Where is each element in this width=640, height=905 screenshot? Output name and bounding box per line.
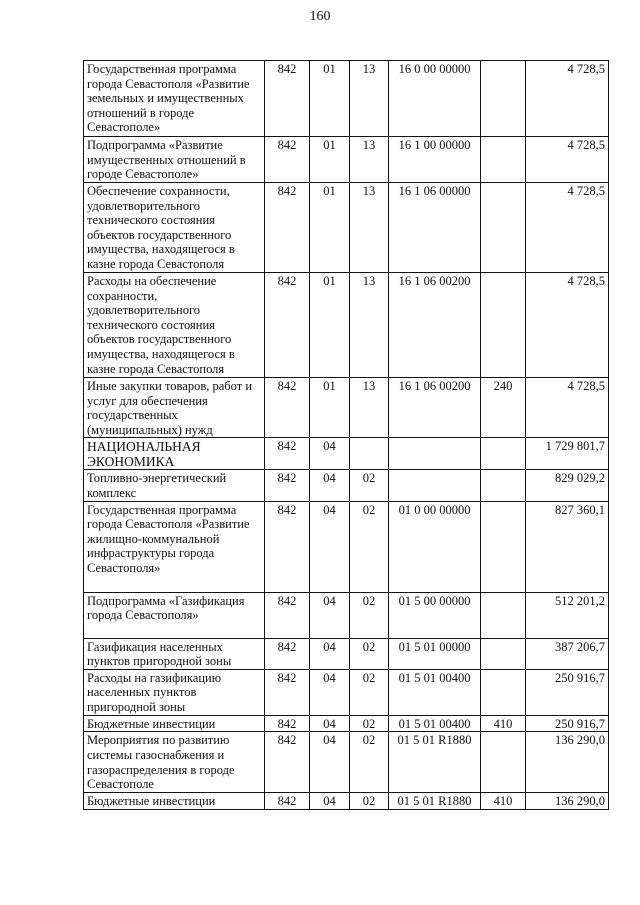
- table-row: [84, 183, 609, 273]
- target-article-cell: 16 1 00 00000: [389, 137, 481, 183]
- section-code-cell: 04: [310, 793, 350, 810]
- amount-cell: 387 206,7: [526, 638, 609, 669]
- table-row: [84, 669, 609, 715]
- subsection-code-cell: 13: [350, 378, 389, 438]
- department-code-cell: 842: [265, 592, 310, 638]
- table-row: [84, 137, 609, 183]
- expense-name-cell: НАЦИОНАЛЬНАЯ ЭКОНОМИКА: [84, 438, 265, 470]
- section-code-cell: 01: [310, 183, 350, 273]
- expense-type-cell: [481, 732, 526, 793]
- expense-type-cell: [481, 669, 526, 715]
- department-code-cell: 842: [265, 501, 310, 592]
- table-row: [84, 470, 609, 501]
- subsection-code-cell: 02: [350, 592, 389, 638]
- amount-cell: 136 290,0: [526, 793, 609, 810]
- section-code-cell: 04: [310, 732, 350, 793]
- subsection-code-cell: [350, 438, 389, 470]
- department-code-cell: 842: [265, 732, 310, 793]
- page-number: 160: [309, 9, 331, 24]
- expense-type-cell: 410: [481, 715, 526, 732]
- department-code-cell: 842: [265, 715, 310, 732]
- expense-name-cell: Бюджетные инвестиции: [84, 715, 265, 732]
- section-code-cell: 04: [310, 638, 350, 669]
- table-row: [84, 793, 609, 810]
- section-code-cell: 01: [310, 137, 350, 183]
- target-article-cell: 01 5 00 00000: [389, 592, 481, 638]
- expense-name-cell: Мероприятия по развитию системы газоснабжения и газораспределения в городе Севастополе: [84, 732, 265, 793]
- department-code-cell: 842: [265, 438, 310, 470]
- expense-name-cell: Расходы на газификацию населенных пунктов пригородной зоны: [84, 669, 265, 715]
- expense-type-cell: [481, 592, 526, 638]
- section-code-cell: 04: [310, 501, 350, 592]
- budget-table-body: [84, 61, 609, 810]
- section-code-cell: 01: [310, 378, 350, 438]
- expense-type-cell: 410: [481, 793, 526, 810]
- subsection-code-cell: 13: [350, 137, 389, 183]
- amount-cell: 250 916,7: [526, 669, 609, 715]
- target-article-cell: 01 5 01 00000: [389, 638, 481, 669]
- expense-name-cell: Газификация населенных пунктов пригородной зоны: [84, 638, 265, 669]
- amount-cell: 512 201,2: [526, 592, 609, 638]
- expense-type-cell: [481, 438, 526, 470]
- table-row: [84, 501, 609, 592]
- department-code-cell: 842: [265, 183, 310, 273]
- expense-type-cell: [481, 273, 526, 378]
- expense-name-cell: Подпрограмма «Развитие имущественных отношений в городе Севастополе»: [84, 137, 265, 183]
- expense-name-cell: Государственная программа города Севастополя «Развитие земельных и имущественных отношений в городе Севастополе»: [84, 61, 265, 137]
- target-article-cell: 01 5 01 R1880: [389, 732, 481, 793]
- expense-name-cell: Топливно-энергетический комплекс: [84, 470, 265, 501]
- amount-cell: 4 728,5: [526, 61, 609, 137]
- department-code-cell: 842: [265, 61, 310, 137]
- amount-cell: 4 728,5: [526, 378, 609, 438]
- department-code-cell: 842: [265, 793, 310, 810]
- section-code-cell: 04: [310, 438, 350, 470]
- table-row: [84, 438, 609, 470]
- table-row: [84, 638, 609, 669]
- amount-cell: 829 029,2: [526, 470, 609, 501]
- table-row: [84, 378, 609, 438]
- expense-type-cell: [481, 470, 526, 501]
- section-code-cell: 04: [310, 715, 350, 732]
- subsection-code-cell: 02: [350, 715, 389, 732]
- target-article-cell: 01 5 01 00400: [389, 715, 481, 732]
- table-row: [84, 715, 609, 732]
- expense-type-cell: [481, 638, 526, 669]
- section-code-cell: 04: [310, 669, 350, 715]
- expense-name-cell: Подпрограмма «Газификация города Севастополя»: [84, 592, 265, 638]
- department-code-cell: 842: [265, 470, 310, 501]
- expense-type-cell: [481, 61, 526, 137]
- target-article-cell: 16 0 00 00000: [389, 61, 481, 137]
- subsection-code-cell: 13: [350, 273, 389, 378]
- target-article-cell: 16 1 06 00200: [389, 273, 481, 378]
- subsection-code-cell: 02: [350, 501, 389, 592]
- department-code-cell: 842: [265, 273, 310, 378]
- amount-cell: 4 728,5: [526, 273, 609, 378]
- amount-cell: 1 729 801,7: [526, 438, 609, 470]
- amount-cell: 827 360,1: [526, 501, 609, 592]
- budget-table: [83, 60, 609, 810]
- table-row: [84, 273, 609, 378]
- amount-cell: 136 290,0: [526, 732, 609, 793]
- table-row: [84, 61, 609, 137]
- subsection-code-cell: 13: [350, 183, 389, 273]
- expense-name-cell: Расходы на обеспечение сохранности, удовлетворительного технического состояния объектов государственного имущества, находящегося в казне города Севастополя: [84, 273, 265, 378]
- subsection-code-cell: 02: [350, 669, 389, 715]
- target-article-cell: 16 1 06 00200: [389, 378, 481, 438]
- table-row: [84, 592, 609, 638]
- amount-cell: 250 916,7: [526, 715, 609, 732]
- department-code-cell: 842: [265, 137, 310, 183]
- expense-name-cell: Государственная программа города Севастополя «Развитие жилищно-коммунальной инфраструктуры города Севастополя»: [84, 501, 265, 592]
- subsection-code-cell: 02: [350, 793, 389, 810]
- target-article-cell: 01 5 01 R1880: [389, 793, 481, 810]
- amount-cell: 4 728,5: [526, 137, 609, 183]
- expense-name-cell: Иные закупки товаров, работ и услуг для обеспечения государственных (муниципальных) нужд: [84, 378, 265, 438]
- subsection-code-cell: 02: [350, 732, 389, 793]
- amount-cell: 4 728,5: [526, 183, 609, 273]
- target-article-cell: [389, 470, 481, 501]
- table-row: [84, 732, 609, 793]
- department-code-cell: 842: [265, 378, 310, 438]
- section-code-cell: 04: [310, 592, 350, 638]
- section-code-cell: 04: [310, 470, 350, 501]
- subsection-code-cell: 02: [350, 470, 389, 501]
- target-article-cell: 16 1 06 00000: [389, 183, 481, 273]
- department-code-cell: 842: [265, 638, 310, 669]
- expense-name-cell: Бюджетные инвестиции: [84, 793, 265, 810]
- subsection-code-cell: 13: [350, 61, 389, 137]
- target-article-cell: 01 5 01 00400: [389, 669, 481, 715]
- section-code-cell: 01: [310, 61, 350, 137]
- expense-type-cell: [481, 501, 526, 592]
- expense-type-cell: [481, 137, 526, 183]
- expense-type-cell: 240: [481, 378, 526, 438]
- expense-name-cell: Обеспечение сохранности, удовлетворительного технического состояния объектов государственного имущества, находящегося в казне города Севастополя: [84, 183, 265, 273]
- section-code-cell: 01: [310, 273, 350, 378]
- target-article-cell: 01 0 00 00000: [389, 501, 481, 592]
- target-article-cell: [389, 438, 481, 470]
- department-code-cell: 842: [265, 669, 310, 715]
- subsection-code-cell: 02: [350, 638, 389, 669]
- expense-type-cell: [481, 183, 526, 273]
